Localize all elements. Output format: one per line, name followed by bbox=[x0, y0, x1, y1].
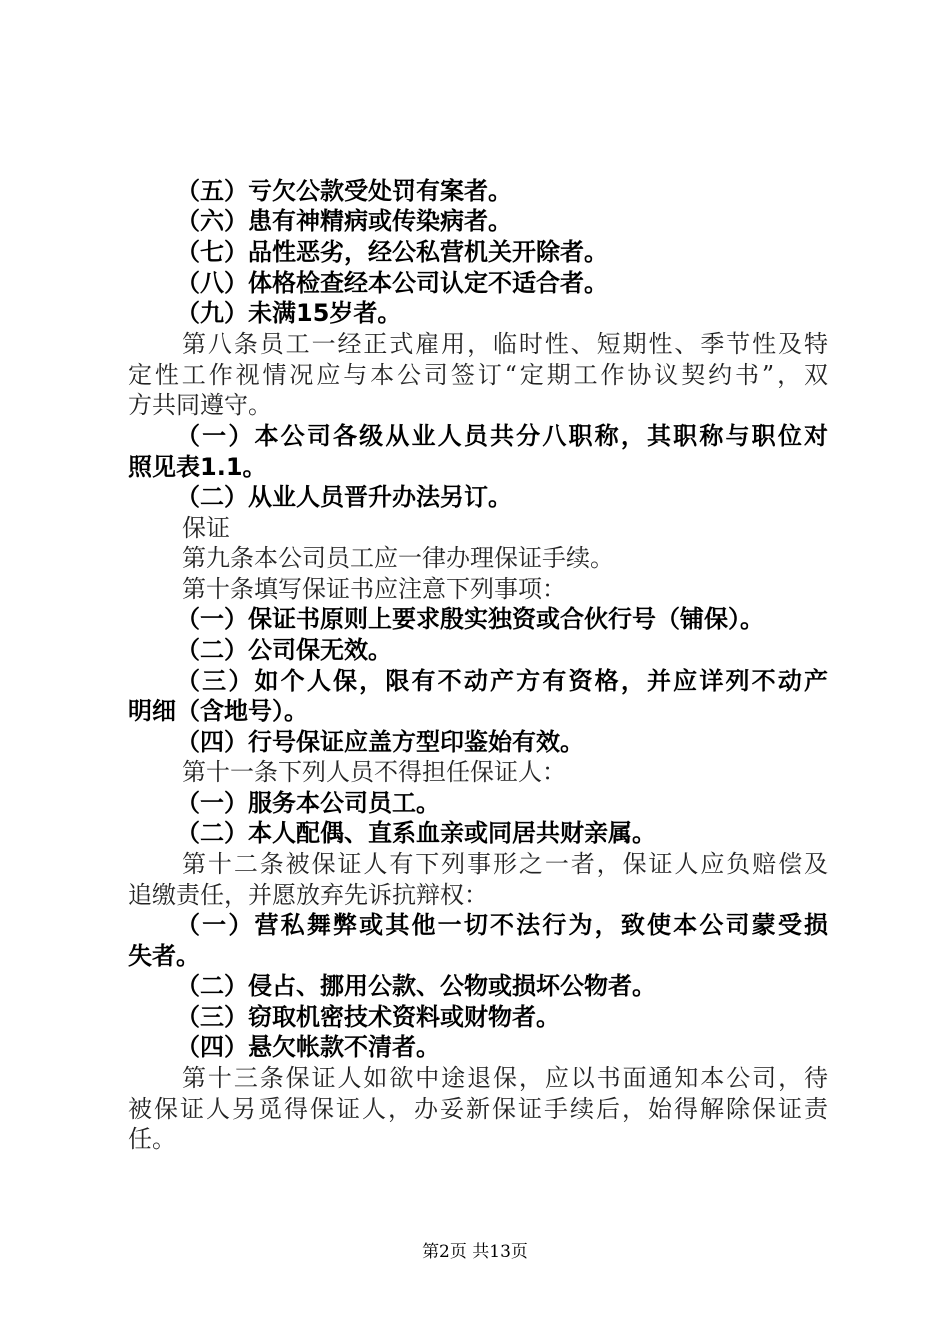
text-line: （一）服务本公司员工。 bbox=[176, 789, 440, 817]
page-footer: 第2页 共13页 bbox=[422, 1242, 528, 1262]
text-line: 追缴责任，并愿放弃先诉抗辩权： bbox=[128, 881, 488, 909]
text-line: 第十三条保证人如欲中途退保，应以书面通知本公司，待 bbox=[182, 1064, 828, 1092]
text-line: 第八条员工一经正式雇用，临时性、短期性、季节性及特 bbox=[182, 330, 828, 358]
text-line: 明细（含地号）。 bbox=[128, 697, 308, 725]
text-line: （三）窃取机密技术资料或财物者。 bbox=[176, 1003, 560, 1031]
text-line: （三）如个人保，限有不动产方有资格，并应详列不动产 bbox=[176, 667, 828, 695]
text-line: 被保证人另觅得保证人，办妥新保证手续后，始得解除保证责 bbox=[128, 1095, 828, 1123]
text-line: （一）营私舞弊或其他一切不法行为，致使本公司蒙受损 bbox=[176, 911, 828, 939]
text-line: 第十条填写保证书应注意下列事项： bbox=[182, 575, 566, 603]
text-line: （七）品性恶劣，经公私营机关开除者。 bbox=[176, 238, 608, 266]
text-line: （二）公司保无效。 bbox=[176, 636, 392, 664]
text-line: 失者。 bbox=[128, 942, 200, 970]
text-line: 第十二条被保证人有下列事形之一者，保证人应负赔偿及 bbox=[182, 850, 828, 878]
text-line: （六）患有神精病或传染病者。 bbox=[176, 207, 512, 235]
text-line: 照见表1.1。 bbox=[128, 453, 267, 481]
text-line: 任。 bbox=[128, 1125, 176, 1153]
text-line: （八）体格检查经本公司认定不适合者。 bbox=[176, 269, 608, 297]
text-line: 定性工作视情况应与本公司签订“定期工作协议契约书”，双 bbox=[128, 361, 828, 389]
text-line: 第九条本公司员工应一律办理保证手续。 bbox=[182, 544, 614, 572]
text-line: （二）本人配偶、直系血亲或同居共财亲属。 bbox=[176, 819, 656, 847]
text-line: （一）本公司各级从业人员共分八职称，其职称与职位对 bbox=[176, 422, 828, 450]
text-line: （二）侵占、挪用公款、公物或损坏公物者。 bbox=[176, 972, 656, 1000]
text-line: 方共同遵守。 bbox=[128, 391, 272, 419]
text-line: （九）未满15岁者。 bbox=[176, 299, 402, 327]
text-line: 第十一条下列人员不得担任保证人： bbox=[182, 758, 566, 786]
text-line: （四）行号保证应盖方型印鉴始有效。 bbox=[176, 728, 584, 756]
text-line: （一）保证书原则上要求殷实独资或合伙行号（铺保）。 bbox=[176, 605, 764, 633]
text-line: （四）悬欠帐款不清者。 bbox=[176, 1033, 440, 1061]
text-line: （五）亏欠公款受处罚有案者。 bbox=[176, 177, 512, 205]
section-heading: 保证 bbox=[182, 514, 230, 542]
text-line: （二）从业人员晋升办法另订。 bbox=[176, 483, 512, 511]
